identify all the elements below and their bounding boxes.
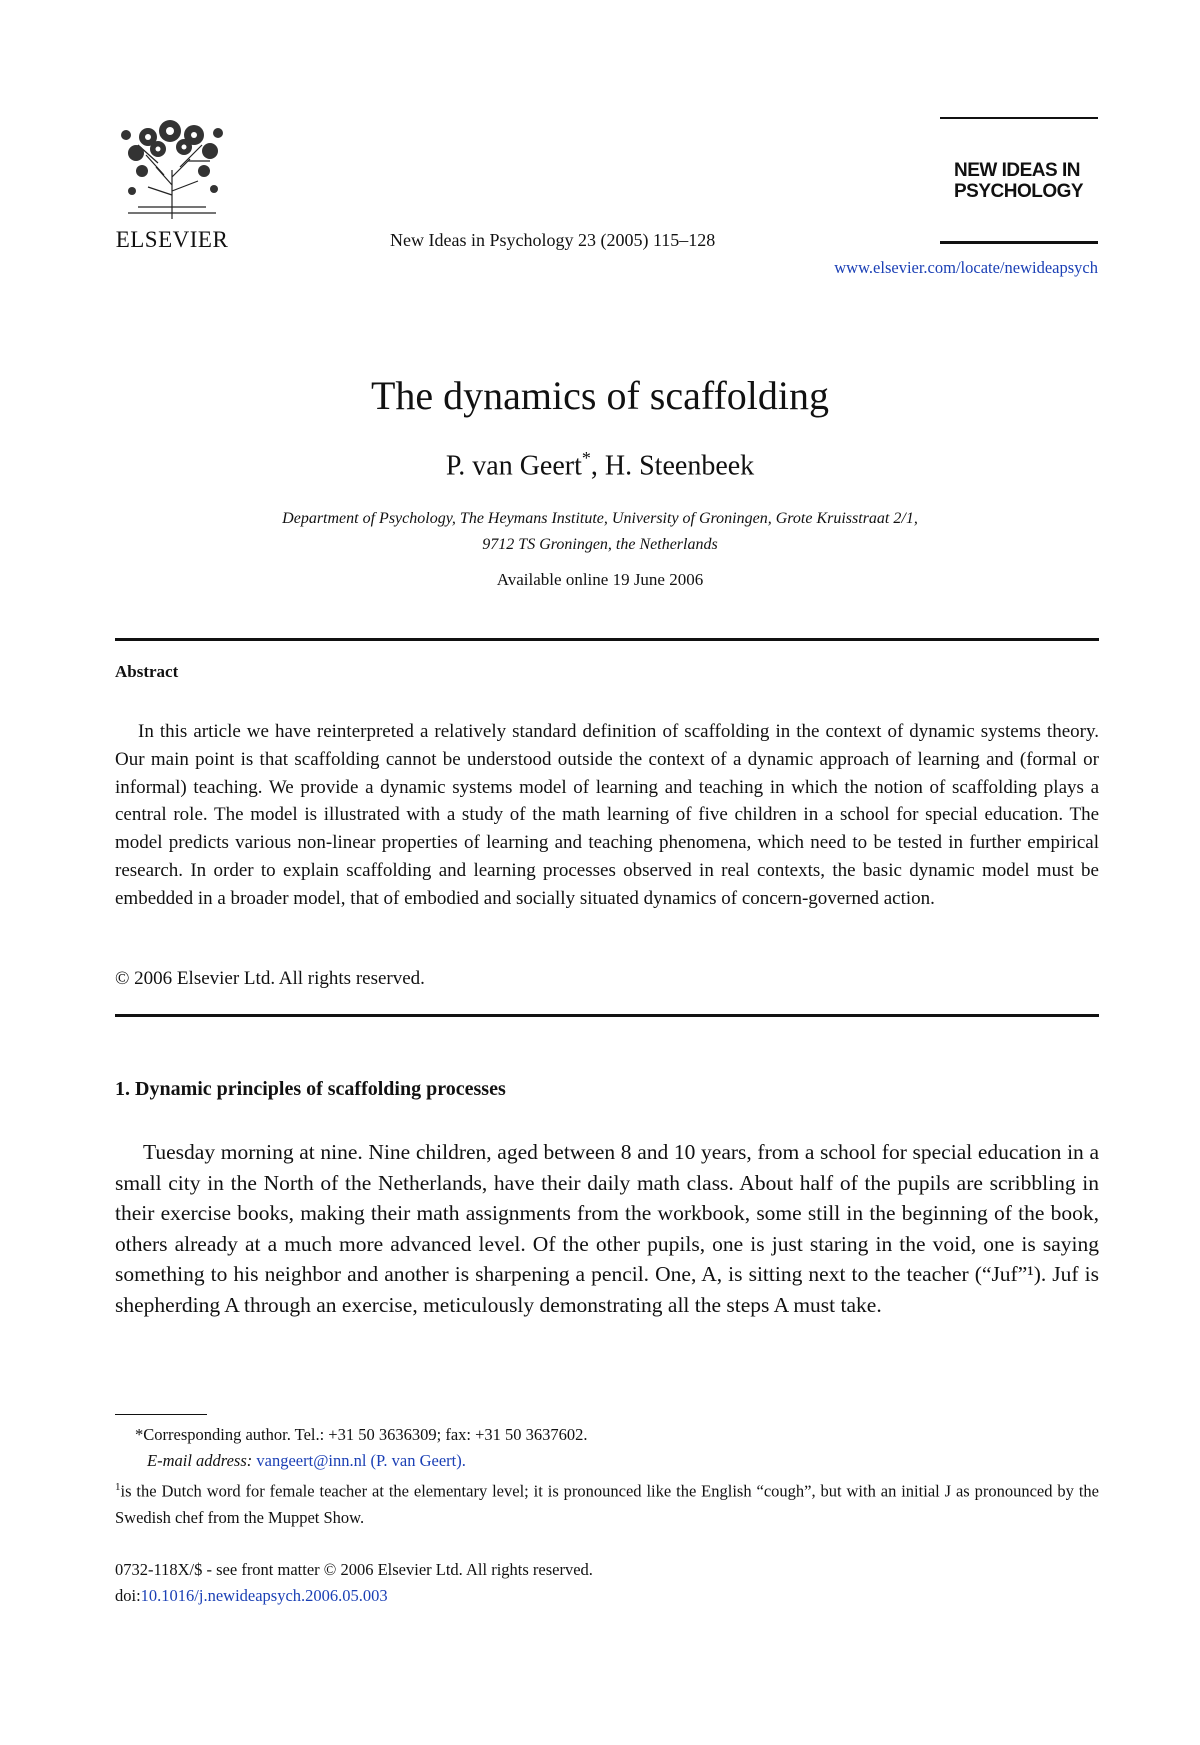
author-list <box>0 448 1200 482</box>
available-online-date: Available online 19 June 2006 <box>496 570 704 589</box>
email-link[interactable]: vangeert@inn.nl (P. van Geert). <box>256 1451 466 1470</box>
doi-link[interactable]: 10.1016/j.newideapsych.2006.05.003 <box>140 1586 388 1605</box>
elsevier-tree-icon <box>118 115 226 220</box>
abstract-copyright: © 2006 Elsevier Ltd. All rights reserved. <box>115 968 425 989</box>
article-title: The dynamics of scaffolding <box>370 373 830 418</box>
journal-reference: New Ideas in Psychology 23 (2005) 115–128 <box>390 230 716 250</box>
author-separator: , <box>590 450 605 482</box>
footnote-1-text: is the Dutch word for female teacher at the elementary level; it is pronounced like the English “cough”, but with an initial J as pronounced by the Swedish chef from the Muppet Show. <box>115 1481 1099 1527</box>
publisher-wordmark: ELSEVIER <box>115 227 229 252</box>
abstract-heading: Abstract <box>115 662 179 681</box>
affiliation-line-1: Department of Psychology, The Heymans Institute, University of Groningen, Grote Kruisstraat 2/1, <box>282 510 918 527</box>
footnote-corresponding-author: *Corresponding author. Tel.: +31 50 3636309; fax: +31 50 3637602. <box>135 1425 588 1444</box>
journal-title-rule-top <box>940 117 1098 119</box>
corresponding-author-mark[interactable]: * <box>581 448 591 468</box>
divider <box>115 638 1099 641</box>
doi-line <box>115 1586 388 1606</box>
affiliation-line-2: 9712 TS Groningen, the Netherlands <box>482 536 718 553</box>
journal-url-link[interactable]: www.elsevier.com/locate/newideapsych <box>834 258 1098 277</box>
footnote-1 <box>115 1474 1099 1531</box>
journal-title-line-1: NEW IDEAS IN <box>954 160 1080 181</box>
footnote-email <box>115 1448 1099 1474</box>
email-label: E-mail address: <box>147 1451 253 1470</box>
journal-title <box>954 160 1083 202</box>
author-name: P. van Geert <box>445 450 582 482</box>
author-name: H. Steenbeek <box>604 450 755 482</box>
affiliation <box>0 506 1200 558</box>
section-paragraph: Tuesday morning at nine. Nine children, aged between 8 and 10 years, from a school for special education in a small city in the North of the Netherlands, have their daily math class. About half of the pupils are scribbling in their exercise books, making their math assignments from the workbook, some still in the beginning of the book, others already at a much more advanced level. Of the other pupils, one is just staring in the void, one is saying something to his neighbor and another is sharpening a pencil. One, A, is sitting next to the teacher (“Juf”¹). Juf is shepherding A through an exercise, meticulously demonstrating all the steps A must take. <box>115 1140 1099 1317</box>
footnote-1-mark: 1 <box>115 1481 121 1493</box>
front-matter-line: 0732-118X/$ - see front matter © 2006 Elsevier Ltd. All rights reserved. <box>115 1560 593 1579</box>
divider <box>115 1014 1099 1017</box>
section-heading: 1. Dynamic principles of scaffolding processes <box>115 1078 506 1100</box>
doi-prefix: doi: <box>115 1586 141 1605</box>
abstract-text: In this article we have reinterpreted a relatively standard definition of scaffolding in the context of dynamic systems theory. Our main point is that scaffolding cannot be understood outside the context of a dynamic approach of learning and (formal or informal) teaching. We provide a dynamic systems model of learning and teaching in which the notion of scaffolding plays a central role. The model is illustrated with a study of the math learning of five children in a school for special education. The model predicts various non-linear properties of learning and teaching phenomena, which need to be tested in further empirical research. In order to explain scaffolding and learning processes observed in real contexts, the basic dynamic model must be embedded in a broader model, that of embodied and socially situated dynamics of concern-governed action. <box>115 721 1099 909</box>
journal-title-line-2: PSYCHOLOGY <box>954 181 1084 202</box>
footnote-rule <box>115 1414 207 1415</box>
elsevier-logo <box>108 115 236 255</box>
journal-title-rule-bottom <box>940 241 1098 244</box>
